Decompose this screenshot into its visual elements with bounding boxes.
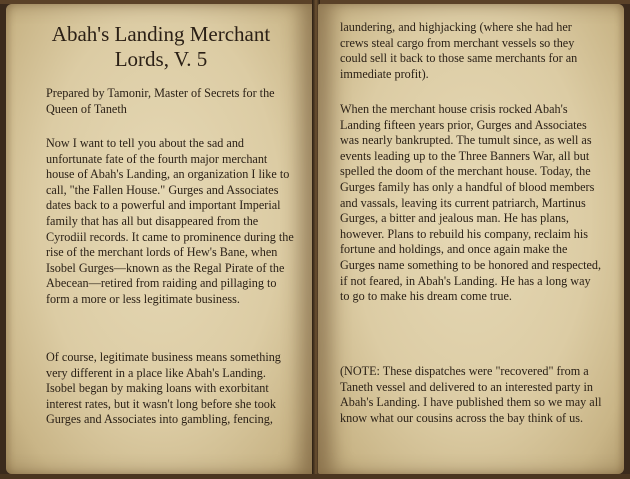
right-paragraph-3: (NOTE: These dispatches were "recovered" from a Taneth vessel and delivered to an interested party in Abah's Landing. I have published them so we may all know what our cousins across the bay think of us. bbox=[340, 364, 602, 425]
right-page bbox=[318, 4, 624, 474]
right-paragraph-2: When the merchant house crisis rocked Abah's Landing fifteen years prior, Gurges and Associates was nearly bankrupted. The tumult since, as well as events leading up to the Three Banners War, all but spelled the doom of the merchant house. Today, the Gurges family has only a handful of blood members and vassals, leaving its current patriarch, Martinus Gurges, a bitter and jealous man. He has plans, however. Plans to rebuild his company, reclaim his fortune and holdings, and once again make the Gurges name something to be honored and respected, if not feared, in Abah's Landing. He has a long way to go to make his dream come true. bbox=[340, 102, 602, 304]
book-title bbox=[26, 22, 296, 72]
left-paragraph-2: Of course, legitimate business means something very different in a place like Abah's Landing. Isobel began by making loans with exorbitant interest rates, but it wasn't long before she took Gurges and Associates into gambling, fencing, bbox=[46, 350, 281, 427]
book-edge-bottom bbox=[0, 474, 630, 479]
left-paragraph-1: Now I want to tell you about the sad and unfortunate fate of the fourth major merchant house of Abah's Landing, an organization I like to call, "the Fallen House." Gurges and Associates dates back to a powerful and important Imperial family that has all but disappeared from the Cyrodiil records. It came to prominence during the rise of the merchant lords of Hew's Bane, when Isobel Gurges—known as the Regal Pirate of the Abecean—retired from raiding and pillaging to form a more or less legitimate business. bbox=[46, 136, 294, 306]
byline: Prepared by Tamonir, Master of Secrets for the Queen of Taneth bbox=[46, 86, 275, 116]
right-paragraph-1: laundering, and highjacking (where she had her crews steal cargo from merchant vessels so they could sell it back to those same merchants for an immediate profit). bbox=[340, 20, 578, 81]
book-title-line1: Abah's Landing Merchant bbox=[51, 22, 271, 46]
left-page bbox=[6, 4, 314, 474]
book-title-line2: Lords, V. 5 bbox=[114, 47, 208, 71]
